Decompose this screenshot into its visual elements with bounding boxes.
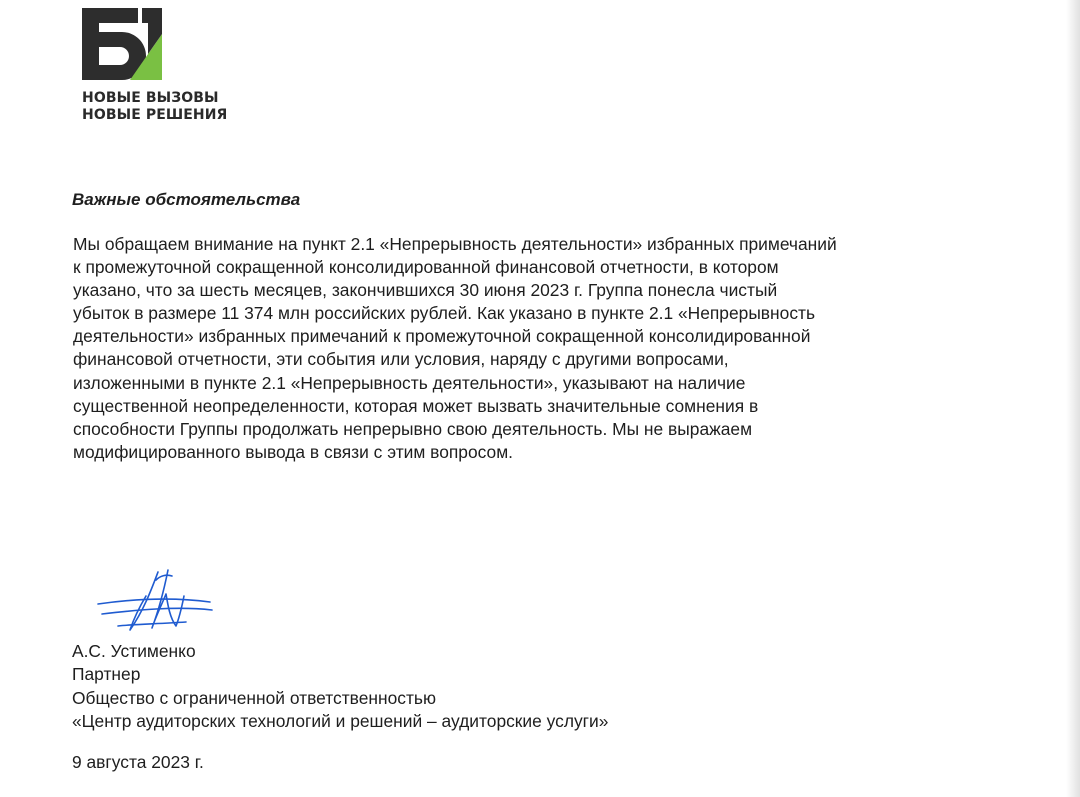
body-line: указано, что за шесть месяцев, закончившихся 30 июня 2023 г. Группа понесла чистый [73,280,778,301]
signatory-name: А.С. Устименко [72,641,196,661]
section-heading: Важные обстоятельства [72,190,301,209]
body-line: к промежуточной сокращенной консолидированной финансовой отчетности, в котором [73,257,779,278]
report-date: 9 августа 2023 г. [72,752,204,772]
signatory-position: Партнер [72,664,141,685]
section-body [73,233,837,464]
body-line: изложенными в пункте 2.1 «Непрерывность деятельности», указывают на наличие [73,372,746,393]
signatory-organization-line1: Общество с ограниченной ответственностью [72,687,437,708]
logo-tagline-line2: НОВЫЕ РЕШЕНИЯ [82,107,228,123]
handwritten-signature [96,566,214,638]
body-line: деятельности» избранных примечаний к промежуточной сокращенной консолидированной [73,326,811,347]
body-line: модифицированного вывода в связи с этим вопросом. [73,441,513,462]
body-line: способности Группы продолжать непрерывно свою деятельность. Мы не выражаем [73,418,753,439]
logo-letter-b [82,8,146,80]
signatory-block [72,640,608,734]
b1-logo-mark [82,8,162,80]
logo-tagline-line1: НОВЫЕ ВЫЗОВЫ [82,90,219,106]
body-line: убыток в размере 11 374 млн российских рублей. Как указано в пункте 2.1 «Непрерывность [73,303,816,324]
body-line: существенной неопределенности, которая может вызвать значительные сомнения в [73,395,759,416]
scan-edge-shadow [1066,0,1080,797]
body-line: финансовой отчетности, эти события или условия, наряду с другими вопросами, [73,349,729,370]
company-logo [82,8,227,124]
body-line: Мы обращаем внимание на пункт 2.1 «Непрерывность деятельности» избранных примечаний [73,234,837,254]
signatory-organization-line2: «Центр аудиторских технологий и решений – аудиторские услуги» [72,711,609,732]
